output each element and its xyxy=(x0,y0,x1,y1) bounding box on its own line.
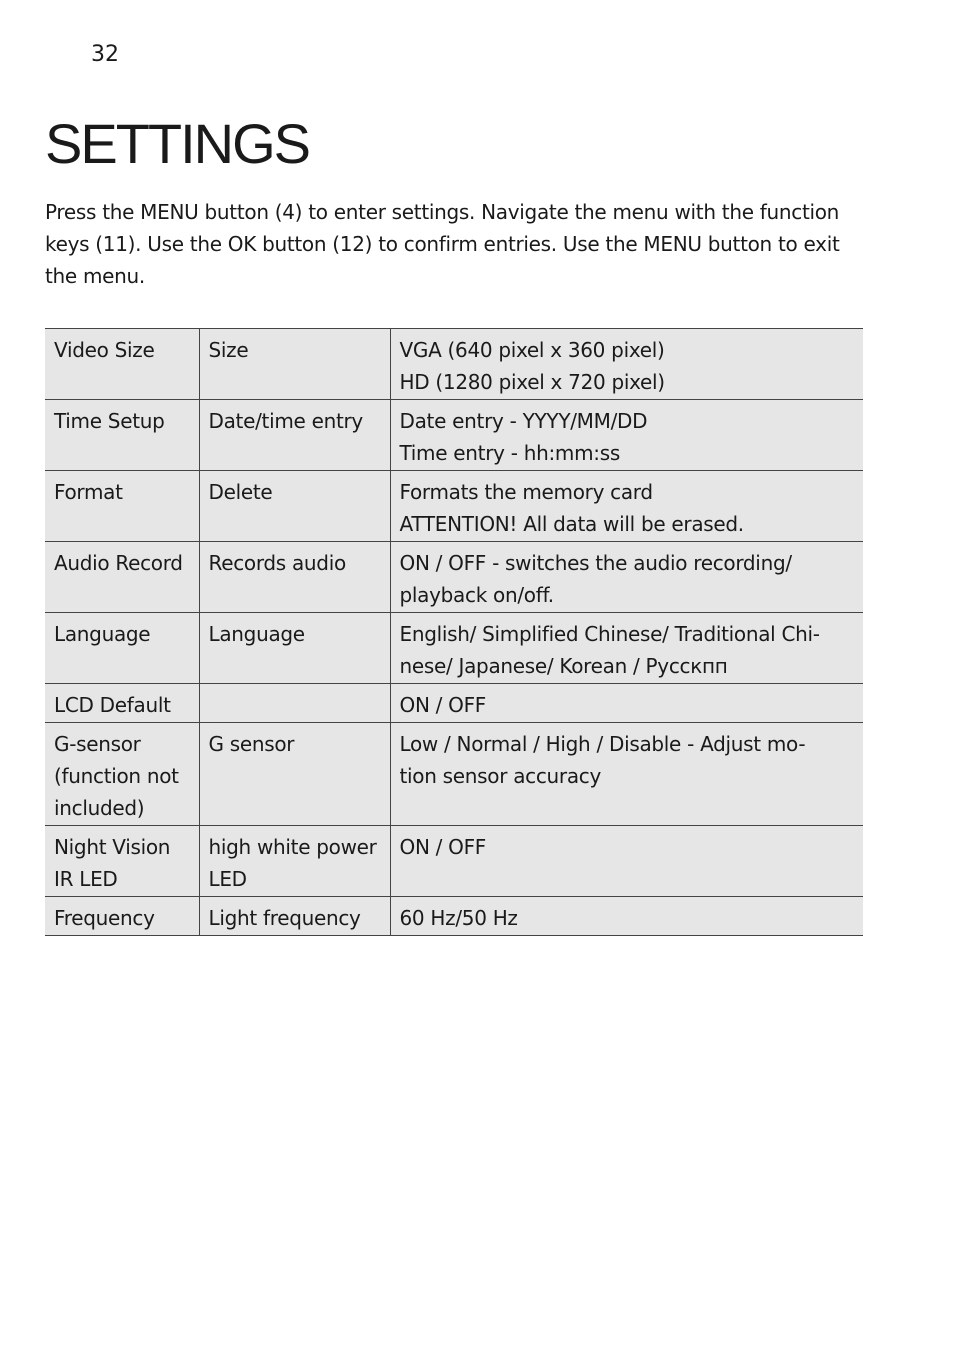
page-number: 32 xyxy=(91,42,119,67)
setting-cell xyxy=(45,684,199,723)
function-cell xyxy=(199,684,390,723)
table-row xyxy=(45,329,863,400)
function-cell xyxy=(199,826,390,897)
function-cell xyxy=(199,542,390,613)
table-row xyxy=(45,613,863,684)
setting-cell xyxy=(45,471,199,542)
function-cell xyxy=(199,613,390,684)
description-text: Formats the memory card xyxy=(399,480,653,504)
function-text: Language xyxy=(208,622,305,646)
intro-line: keys (11). Use the OK button (12) to confirm entries. Use the MENU button to exit xyxy=(45,232,840,256)
description-cell xyxy=(390,471,863,542)
setting-cell xyxy=(45,826,199,897)
setting-text: Audio Record xyxy=(54,551,183,575)
function-cell xyxy=(199,723,390,826)
function-cell xyxy=(199,897,390,936)
description-cell xyxy=(390,897,863,936)
setting-text: Video Size xyxy=(54,338,155,362)
setting-text: G-sensor xyxy=(54,732,141,756)
description-cell xyxy=(390,400,863,471)
description-text: tion sensor accuracy xyxy=(399,764,602,788)
description-cell xyxy=(390,329,863,400)
settings-table xyxy=(45,328,863,936)
setting-text: LCD Default xyxy=(54,693,171,717)
description-text: ATTENTION! All data will be erased. xyxy=(399,512,744,536)
description-cell xyxy=(390,613,863,684)
setting-text: Frequency xyxy=(54,906,155,930)
setting-cell xyxy=(45,723,199,826)
setting-cell xyxy=(45,542,199,613)
function-cell xyxy=(199,329,390,400)
description-text: HD (1280 pixel x 720 pixel) xyxy=(399,370,665,394)
setting-text: Format xyxy=(54,480,123,504)
table-row xyxy=(45,897,863,936)
setting-cell xyxy=(45,897,199,936)
table-row xyxy=(45,826,863,897)
table-row xyxy=(45,684,863,723)
description-text: nese/ Japanese/ Korean / Русскпп xyxy=(399,654,728,678)
setting-text: Night Vision xyxy=(54,835,171,859)
setting-cell xyxy=(45,400,199,471)
table-row xyxy=(45,723,863,826)
description-text: playback on/off. xyxy=(399,583,554,607)
setting-text: Language xyxy=(54,622,151,646)
intro-paragraph xyxy=(45,196,857,292)
table-row xyxy=(45,471,863,542)
description-text: 60 Hz/50 Hz xyxy=(399,906,518,930)
setting-text: included) xyxy=(54,796,145,820)
function-text: Size xyxy=(208,338,249,362)
table-row xyxy=(45,542,863,613)
intro-line: Press the MENU button (4) to enter settings. Navigate the menu with the function xyxy=(45,200,840,224)
function-text: Delete xyxy=(208,480,273,504)
function-cell xyxy=(199,400,390,471)
function-text: LED xyxy=(208,867,247,891)
setting-text: Time Setup xyxy=(54,409,165,433)
function-text: Date/time entry xyxy=(208,409,363,433)
description-text: VGA (640 pixel x 360 pixel) xyxy=(399,338,665,362)
function-cell xyxy=(199,471,390,542)
description-cell xyxy=(390,542,863,613)
description-text: Low / Normal / High / Disable - Adjust mo- xyxy=(399,732,806,756)
function-text: Light frequency xyxy=(208,906,361,930)
setting-text: (function not xyxy=(54,764,179,788)
table-row xyxy=(45,400,863,471)
description-text: ON / OFF xyxy=(399,693,487,717)
description-text: Date entry - YYYY/MM/DD xyxy=(399,409,648,433)
description-text: ON / OFF xyxy=(399,835,487,859)
description-text: English/ Simplified Chinese/ Traditional Chi- xyxy=(399,622,820,646)
page-title: SETTINGS xyxy=(45,112,310,175)
description-cell xyxy=(390,723,863,826)
function-text: high white power xyxy=(208,835,377,859)
function-text: G sensor xyxy=(208,732,295,756)
function-text: Records audio xyxy=(208,551,346,575)
setting-text: IR LED xyxy=(54,867,118,891)
setting-cell xyxy=(45,329,199,400)
description-text: ON / OFF - switches the audio recording/ xyxy=(399,551,792,575)
settings-table-body xyxy=(45,329,863,936)
description-cell xyxy=(390,684,863,723)
intro-line: the menu. xyxy=(45,264,145,288)
description-text: Time entry - hh:mm:ss xyxy=(399,441,620,465)
description-cell xyxy=(390,826,863,897)
setting-cell xyxy=(45,613,199,684)
